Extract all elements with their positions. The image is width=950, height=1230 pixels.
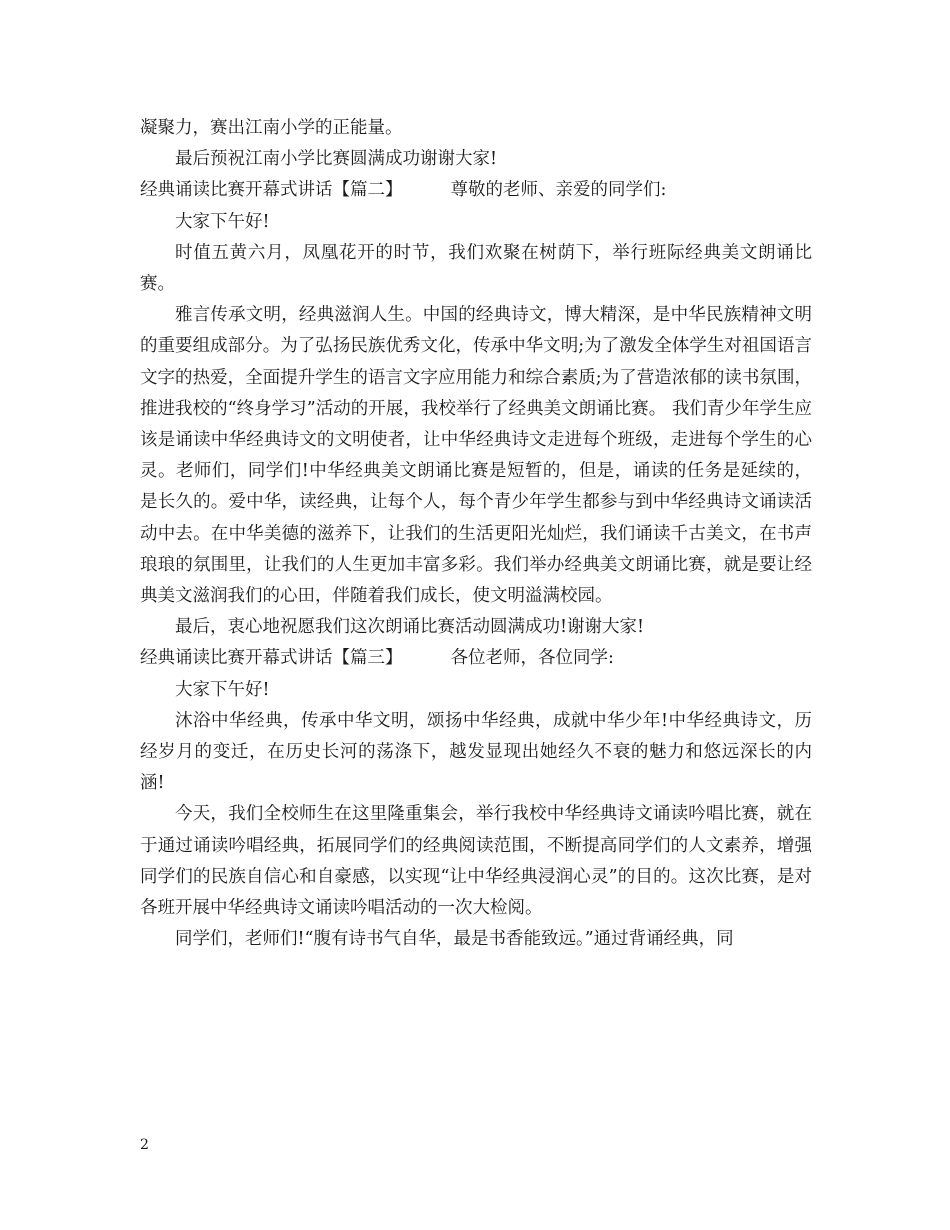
salutation: 各位老师，各位同学: [450,648,614,669]
salutation: 尊敬的老师、亲爱的同学们: [450,180,667,201]
paragraph: 大家下午好! [175,679,270,700]
paragraph: 最后预祝江南小学比赛圆满成功谢谢大家! [175,149,498,170]
paragraph: 雅言传承文明，经典滋润人生。中国的经典诗文，博大精深，是中华民族精神文明的重要组成部分。为了弘扬民族优秀文化，传承中华文明;为了激发全体学生对祖国语言文字的热爱，全面提升学生的语言文字应用能力和综合素质;为了营造浓郁的读书氛围，推进我校的“终身学习”活动的开展，我校举行了经典美文朗诵比赛。 我们青少年学生应该是诵读中华经典诗文的文明使者，让中华经典诗文走进每个班级，走进每个学生的心灵。老师们，同学们!中华经典美文朗诵比赛是短暂的，但是，诵读的任务是延续的，是长久的。爱中华，读经典，让每个人，每个青少年学生都参与到中华经典诗文诵读活动中去。在中华美德的滋养下，让我们的生活更阳光灿烂，我们诵读千古美文，在书声琅琅的氛围里，让我们的人生更加丰富多彩。我们举办经典美文朗诵比赛，就是要让经典美文滋润我们的心田，伴随着我们成长，使文明溢满校园。 [140,305,812,607]
paragraph: 时值五黄六月，凤凰花开的时节，我们欢聚在树荫下，举行班际经典美文朗诵比赛。 [140,242,812,295]
paragraph: 今天，我们全校师生在这里隆重集会，举行我校中华经典诗文诵读吟唱比赛，就在于通过诵读吟唱经典，拓展同学们的经典阅读范围，不断提高同学们的人文素养，增强同学们的民族自信心和自豪感，以实现“让中华经典浸润心灵”的目的。这次比赛，是对各班开展中华经典诗文诵读吟唱活动的一次大检阅。 [140,804,812,919]
paragraph: 最后，衷心地祝愿我们这次朗诵比赛活动圆满成功!谢谢大家! [175,617,645,638]
paragraph: 凝聚力，赛出江南小学的正能量。 [140,118,403,138]
section-heading-2 [140,175,812,206]
section-title: 经典诵读比赛开幕式讲话【篇二】 [140,180,403,201]
paragraph: 大家下午好! [175,211,270,232]
section-title: 经典诵读比赛开幕式讲话【篇三】 [140,648,403,669]
paragraph: 沐浴中华经典，传承中华文明，颂扬中华经典，成就中华少年!中华经典诗文，历经岁月的变迁，在历史长河的荡涤下，越发显现出她经久不衰的魅力和悠远深长的内涵! [140,710,812,794]
section-heading-3 [140,643,812,674]
document-body [140,113,812,955]
page-number: 2 [140,1137,149,1153]
paragraph: 同学们，老师们!“腹有诗书气自华，最是书香能致远。”通过背诵经典，同 [175,929,734,950]
